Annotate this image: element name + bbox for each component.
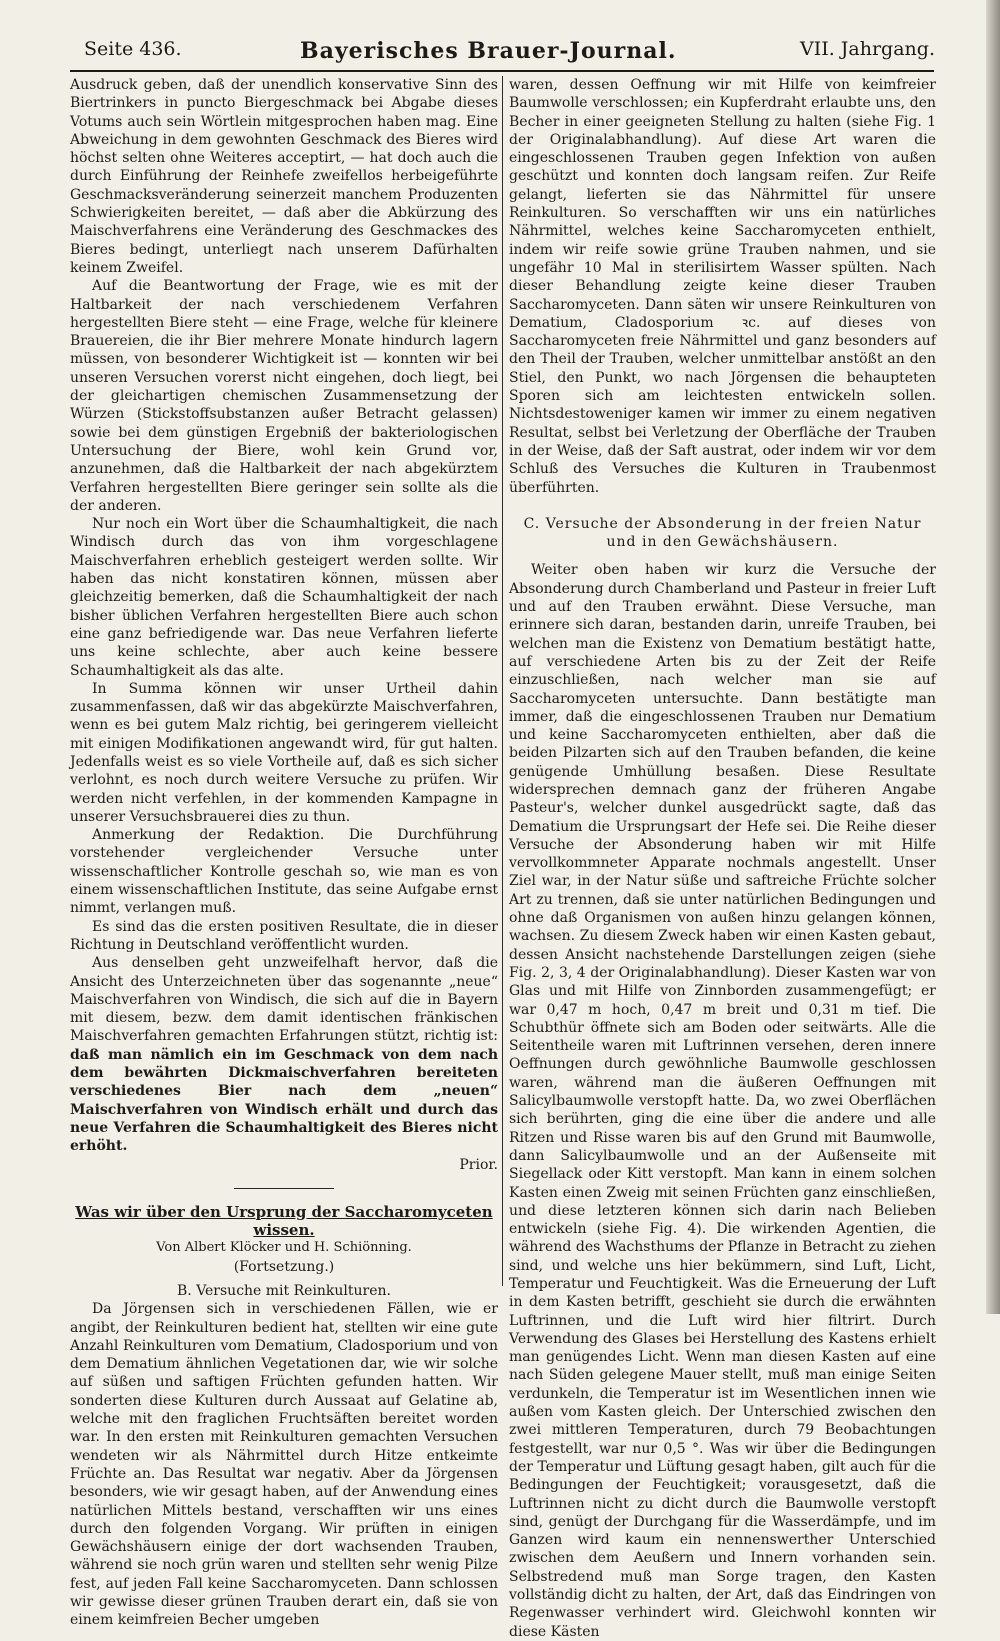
paragraph: Nur noch ein Wort über die Schaumhaltigkeit, die nach Windisch durch das von ihm vorgeschlagene Maischverfahren erheblich gesteigert werden sollte. Wir haben das nicht konstatiren können, müssen aber gleichzeitig bemerken, daß die Schaumhaltigkeit der nach bisher üblichen Verfahren hergestellten Biere auch schon eine ganz befriedigende war. Das neue Verfahren lieferte uns keine schlechte, aber auch keine bessere Schaumhaltigkeit als das alte. bbox=[70, 516, 498, 679]
paragraph: Es sind das die ersten positiven Resultate, die in dieser Richtung in Deutschland veröffentlicht wurden. bbox=[70, 918, 498, 953]
paragraph-text: Aus denselben geht unzweifelhaft hervor, daß die Ansicht des Unterzeichneten über das sogenannte „neue“ Maischverfahren von Windisch, die sich auf die in Bayern mit diesem, bezw. dem damit identischen fränkischen Maischverfahren gemachten Erfahrungen stützt, richtig ist: bbox=[70, 955, 498, 1045]
journal-title: Bayerisches Brauer-Journal. bbox=[300, 38, 677, 64]
paragraph: Auf die Beantwortung der Frage, wie es mit der Haltbarkeit der nach verschiedenem Verfahren hergestellten Biere steht — eine Frage, welche für kleinere Brauereien, die ihr Bier mehrere Monate hindurch lagern müssen, von besonderer Wichtigkeit ist — konnten wir bei unseren Versuchen vorerst nicht eingehen, doch liegt, bei der gleichartigen chemischen Zusammensetzung der Würzen (Stickstoffsubstanzen außer Betracht gelassen) sowie bei dem günstigen Ergebniß der bakteriologischen Untersuchung der Biere, wohl kein Grund vor, anzunehmen, daß die Haltbarkeit der nach abgekürztem Verfahren hergestellten Biere geringer sein sollte als die der anderen. bbox=[70, 278, 498, 514]
signature: Prior. bbox=[459, 1156, 498, 1173]
section-heading-c: C. Versuche der Absonderung in der freien Natur und in den Gewächshäusern. bbox=[523, 515, 922, 551]
right-column bbox=[509, 76, 936, 1640]
emphasized-text: daß man nämlich ein im Geschmack von dem nach dem bewährten Dickmaischverfahren bereiteten verschiedenes Bier nach dem „neuen“ Maischverfahren von Windisch erhält und durch das neue Verfahren die Schaumhaltigkeit des Bieres nicht erhöht. bbox=[70, 1046, 498, 1155]
header-rule bbox=[70, 70, 934, 72]
section-heading-b: B. Versuche mit Reinkulturen. bbox=[177, 1283, 391, 1299]
article-title: Was wir über den Ursprung der Saccharomyceten wissen. bbox=[75, 1202, 493, 1240]
editorial-note: Anmerkung der Redaktion. Die Durchführung vorstehender vergleichender Versuche unter wissenschaftlicher Kontrolle geschah so, wie man es von einem wissenschaftlichen Institute, das seine Aufgabe ernst nimmt, verlangen muß. bbox=[70, 827, 498, 917]
left-column bbox=[70, 76, 498, 1629]
spacer bbox=[509, 551, 936, 561]
column-divider bbox=[502, 76, 503, 1286]
paragraph: Ausdruck geben, daß der unendlich konservative Sinn des Biertrinkers in puncto Biergeschmack bei Abgabe dieses Votums auch sein Wörtlein mitgesprochen haben mag. Eine Abweichung in dem gewohnten Geschmack des Bieres wird höchst selten ohne Weiteres acceptirt, — hat doch auch die durch Einführung der Reinhefe zweifellos herbeigeführte Geschmacksveränderung seinerzeit manchem Produzenten Schwierigkeiten bereitet, — daß aber die Abkürzung des Maischverfahrens eine Veränderung des Geschmackes des Bieres bedingt, unterliegt nach unserem Dafürhalten keinem Zweifel. bbox=[70, 77, 498, 276]
paragraph-with-emphasis bbox=[70, 954, 498, 1155]
paragraph: waren, dessen Oeffnung wir mit Hilfe von keimfreier Baumwolle verschlossen; ein Kupferdraht erlaubte uns, den Becher in einer geeigneten Stellung zu halten (siehe Fig. 1 der Originalabhandlung). Auf diese Art waren die eingeschlossenen Trauben gegen Infektion von außen geschützt und konnten doch langsam reifen. Zur Reife gelangt, lieferten sie das Nährmittel für unsere Reinkulturen. So verschafften wir uns ein natürliches Nährmittel, welches keine Saccharomyceten enthielt, indem wir reife sowie grüne Trauben nahmen, und sie ungefähr 10 Mal in sterilisirtem Wasser spülten. Nach dieser Behandlung zeigte keine dieser Trauben Saccharomyceten. Dann säten wir unsere Reinkulturen von Dematium, Cladosporium ꝛc. auf dieses von Saccharomyceten freie Nährmittel und ganz besonders auf den Theil der Trauben, welcher unmittelbar anstößt an den Stiel, den Punkt, wo nach Jörgensen die behaupteten Sporen sich am leichtesten entwickeln sollen. Nichtsdestoweniger kamen wir immer zu einem negativen Resultat, selbst bei Verletzung der Oberfläche der Trauben in der Weise, daß der Saft austrat, oder indem wir vor dem Schluß des Versuches die Kulturen in Traubenmost überführten. bbox=[509, 77, 936, 496]
continuation-note: (Fortsetzung.) bbox=[233, 1258, 335, 1275]
section-divider bbox=[234, 1188, 334, 1189]
page-number: Seite 436. bbox=[84, 38, 182, 60]
page-header bbox=[40, 30, 935, 70]
paragraph: In Summa können wir unser Urtheil dahin zusammenfassen, daß wir das abgekürzte Maischverfahren, wenn es bei gutem Malz richtig, bei geringerem vielleicht mit einigen Modifikationen angewandt wird, für gut halten. Jedenfalls weist es so viele Vortheile auf, daß es sich sicher verlohnt, es noch durch weitere Versuche zu prüfen. Wir werden nicht verfehlen, in der kommenden Kampagne in unserer Versuchsbrauerei dies zu thun. bbox=[70, 680, 498, 825]
paragraph: Da Jörgensen sich in verschiedenen Fällen, wie er angibt, der Reinkulturen bedient hat, stellten wir eine gute Anzahl Reinkulturen vom Dematium, Cladosporium und von dem Dematium ähnlichen Vegetationen dar, wie wir solche auf süßen und saftigen Früchten gefunden hatten. Wir sonderten diese Kulturen durch Aussaat auf Gelatine ab, welche mit den fraglichen Fruchtsäften bereitet worden war. In den ersten mit Reinkulturen gemachten Versuchen wendeten wir als Nährmittel durch Hitze entkeimte Früchte an. Das Resultat war negativ. Aber da Jörgensen besonders, wie wir gesagt haben, auf der Anwendung eines natürlichen Mittels bestand, verschafften wir uns eines durch den folgenden Vorgang. Wir prüften in einigen Gewächshäusern einige der dort wachsenden Trauben, während sie noch grün waren und stellten sehr wenig Pilze fest, auf jeden Fall keine Saccharomyceten. Dann schlossen wir gewisse dieser grünen Trauben derart ein, daß sie von einem keimfreien Becher umgeben bbox=[70, 1301, 498, 1629]
page-edge-shadow bbox=[986, 0, 1000, 1314]
paragraph: Weiter oben haben wir kurz die Versuche der Absonderung durch Chamberland und Pasteur in freier Luft und auf den Trauben erwähnt. Diese Versuche, man erinnere sich daran, bestanden darin, unreife Trauben, bei welchen man die Existenz von Dematium bestätigt hatte, auf verschiedene Arten bis zu der Zeit der Reife einzuschließen, nach welcher man sie auf Saccharomyceten untersuchte. Dann bestätigte man immer, daß die eingeschlossenen Trauben nur Dematium und keine Saccharomyceten enthielten, aber daß die beiden Pilzarten sich auf den Trauben befanden, die keine genügende Umhüllung besaßen. Diese Resultate widersprechen demnach ganz der früheren Angabe Pasteur's, welcher dunkel ausgedrückt sagte, daß das Dematium die Ursprungsart der Hefe sei. Die Reihe dieser Versuche der Absonderung haben wir mit Hilfe vervollkommneter Apparate nochmals angestellt. Unser Ziel war, in der Natur süße und saftreiche Früchte solcher Art zu trennen, daß sie unter natürlichen Bedingungen und ohne daß Organismen von außen hinzu gelangen können, wachsen. Zu diesem Zweck haben wir einen Kasten gebaut, dessen Ansicht nachstehende Darstellungen zeigen (siehe Fig. 2, 3, 4 der Originalabhandlung). Dieser Kasten war von Glas und mit Hilfe von Zinnborden zusammengefügt; er war 0,47 m hoch, 0,47 m breit und 0,31 m tief. Die Schubthür öffnete sich am Boden oder seitwärts. Alle die Seitentheile waren mit Luftrinnen versehen, deren innere Oeffnungen durch gewöhnliche Baumwolle geschlossen waren, während man die äußeren Oeffnungen mit Salicylbaumwolle verstopft hatte. Da, wo zwei Oberflächen sich berührten, ging die eine über die andere und alle Ritzen und Risse waren bis auf den Grund mit Baumwolle, dann Salicylbaumwolle und an der Außenseite mit Siegellack oder Kitt verstopft. Man kann in einem solchen Kasten einen Zweig mit seinen Früchten ganz einschließen, und diese letzteren können sich darin nach Belieben entwickeln (siehe Fig. 4). Die wirkenden Agentien, die während des Wachsthums der Pflanze in Betracht zu ziehen sind, und welche uns hier bekümmern, sind Luft, Licht, Temperatur und Feuchtigkeit. Was die Erneuerung der Luft in dem Kasten betrifft, geschieht sie durch die erwähnten Luftrinnen, und die Luft wird hier filtrirt. Durch Verwendung des Glases bei Herstellung des Kastens erhielt man genügendes Licht. Wenn man diesen Kasten auf eine nach Süden gelegene Mauer stellt, muß man einige Seiten verdunkeln, die Temperatur ist im Wesentlichen innen wie außen vom Kasten gleich. Der Unterschied zwischen den zwei mittleren Temperaturen, durch 79 Beobachtungen festgestellt, war nur 0,5 °. Was wir über die Bedingungen der Temperatur und Lüftung gesagt haben, gilt auch für die Bedingungen der Feuchtigkeit; vorausgesetzt, daß die Luftrinnen nicht zu dicht durch die Baumwolle verstopft sind, genügt der Durchgang für die Wasserdämpfe, und im Ganzen wird kaum ein nennenswerther Unterschied zwischen dem Aeußern und Innern vorhanden sein. Selbstredend muß man Sorge tragen, den Kasten vollständig dicht zu halten, der Art, daß das Eindringen von Regenwasser verhindert wird. Gleichwohl konnten wir diese Kästen bbox=[509, 562, 936, 1640]
article-authors: Von Albert Klöcker und H. Schiönning. bbox=[156, 1240, 412, 1256]
volume-label: VII. Jahrgang. bbox=[799, 38, 935, 60]
